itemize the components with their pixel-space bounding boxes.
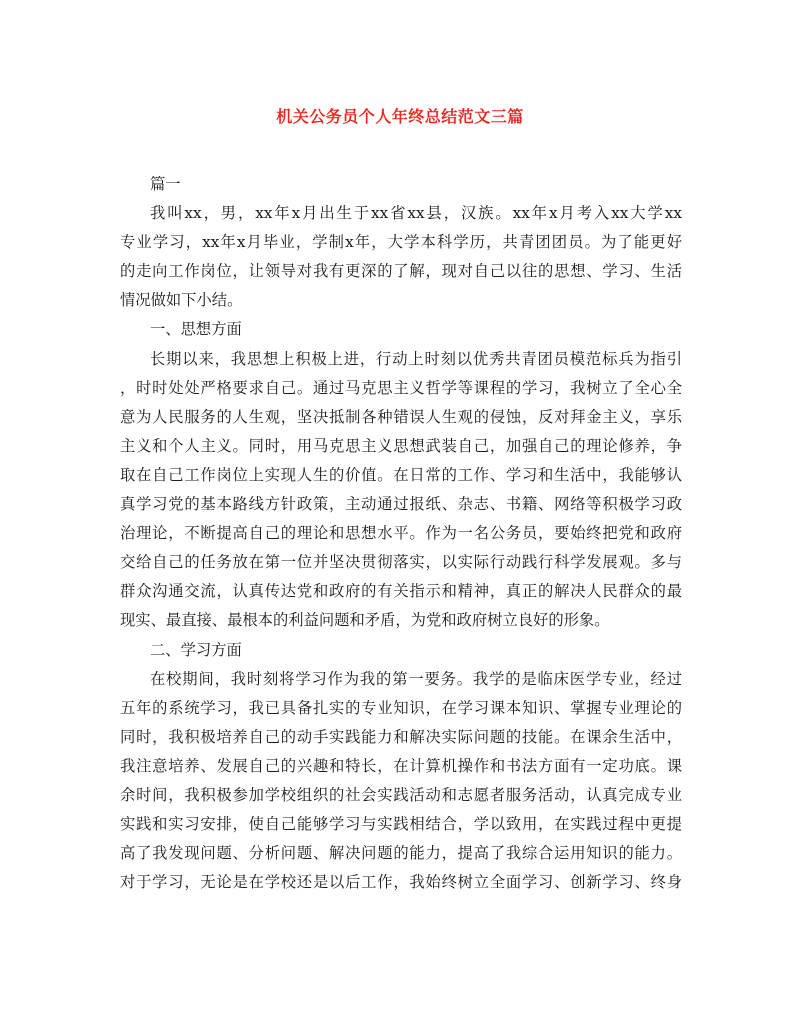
paragraph-line: 真学习党的基本路线方针政策，主动通过报纸、杂志、书籍、网络等积极学习政 [120,495,682,514]
paragraph-line: 余时间，我积极参加学校组织的社会实践活动和志愿者服务活动，认真完成专业 [120,785,682,804]
paragraph-line: 专业学习，xx年x月毕业，学制x年，大学本科学历，共青团团员。为了能更好 [120,233,682,252]
paragraph-line: 对于学习，无论是在学校还是以后工作，我始终树立全面学习、创新学习、终身 [120,873,682,892]
paragraph-line: 长期以来，我思想上积极上进，行动上时刻以优秀共青团员模范标兵为指引 [150,349,682,368]
paragraph-line: 主义和个人主义。同时，用马克思主义思想武装自己，加强自己的理论修养，争 [120,436,682,455]
paragraph-line: 高了我发现问题、分析问题、解决问题的能力，提高了我综合运用知识的能力。 [120,844,682,863]
paragraph-line: 取在自己工作岗位上实现人生的价值。在日常的工作、学习和生活中，我能够认 [120,465,682,484]
section-heading: 二、学习方面 [150,640,242,659]
document-body [120,170,682,897]
paragraph-line: 交给自己的任务放在第一位并坚决贯彻落实，以实际行动践行科学发展观。多与 [120,553,682,572]
paragraph-line: 实践和实习安排，使自己能够学习与实践相结合，学以致用，在实践过程中更提 [120,815,682,834]
paragraph-line: 意为人民服务的人生观，坚决抵制各种错误人生观的侵蚀，反对拜金主义，享乐 [120,407,682,426]
paragraph-line: 我叫xx，男，xx年x月出生于xx省xx县，汉族。xx年x月考入xx大学xx [150,204,682,223]
paragraph-line: 现实、最直接、最根本的利益问题和矛盾，为党和政府树立良好的形象。 [120,611,610,630]
paragraph-line: 群众沟通交流，认真传达党和政府的有关指示和精神，真正的解决人民群众的最 [120,582,682,601]
paragraph-line: 在校期间，我时刻将学习作为我的第一要务。我学的是临床医学专业，经过 [150,669,682,688]
document-title: 机关公务员个人年终总结范文三篇 [276,107,524,126]
paragraph-line: 治理论，不断提高自己的理论和思想水平。作为一名公务员，要始终把党和政府 [120,524,682,543]
paragraph-line: 的走向工作岗位，让领导对我有更深的了解，现对自己以往的思想、学习、生活 [120,262,682,281]
paragraph-line: 同时，我积极培养自己的动手实践能力和解决实际问题的技能。在课余生活中， [120,727,682,746]
paragraph-line: ，时时处处严格要求自己。通过马克思主义哲学等课程的学习，我树立了全心全 [120,378,682,397]
section-heading: 一、思想方面 [150,320,242,339]
paragraph-line: 情况做如下小结。 [120,291,243,310]
paragraph-line: 五年的系统学习，我已具备扎实的专业知识，在学习课本知识、掌握专业理论的 [120,698,682,717]
section-heading: 篇一 [150,175,181,193]
paragraph-line: 我注意培养、发展自己的兴趣和特长，在计算机操作和书法方面有一定功底。课 [120,756,682,775]
